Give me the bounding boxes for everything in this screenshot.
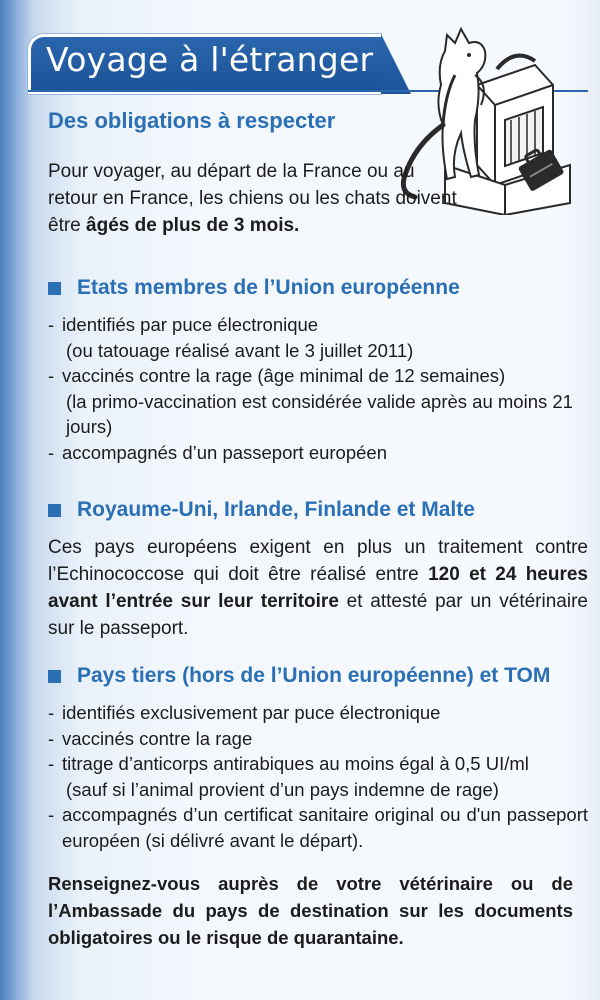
intro-text: Pour voyager, au départ de la France ou au retour en France, les chiens ou les chats doivent être: [48, 161, 457, 236]
list-item: [48, 312, 588, 363]
list-item-main: vaccinés contre la rage (âge minimal de 12 semaines): [62, 365, 506, 386]
list-item-main: identifiés exclusivement par puce électronique: [62, 702, 441, 723]
uk-text-after: et attesté par un vétérinaire sur le passeport.: [48, 591, 588, 639]
uk-text-bold: 120 et 24 heures avant l’entrée sur leur territoire: [48, 564, 589, 612]
list-item-sub: (la primo-vaccination est considérée valide après au moins 21 jours): [66, 390, 573, 437]
list-item: [48, 802, 588, 853]
uk-paragraph: [48, 534, 588, 642]
section-third-heading: [48, 664, 550, 688]
third-countries-list: [48, 700, 588, 853]
section-uk-heading: [48, 498, 475, 522]
section-eu-heading: [48, 276, 460, 300]
list-item-main: accompagnés d’un passeport européen: [62, 441, 388, 463]
square-bullet-icon: [48, 670, 61, 683]
list-item: [48, 440, 588, 466]
list-item: [48, 363, 588, 440]
section-third-heading-label: Pays tiers (hors de l’Union européenne) et TOM: [77, 664, 551, 687]
square-bullet-icon: [48, 504, 61, 517]
list-item-sub: (sauf si l’animal provient d’un pays indemne de rage): [66, 778, 499, 800]
square-bullet-icon: [48, 282, 61, 295]
list-item-main: accompagnés d’un certificat sanitaire original ou d'un passeport européen (si délivré avant le départ).: [62, 804, 588, 851]
section-eu-heading-label: Etats membres de l’Union européenne: [77, 276, 460, 299]
section-uk-heading-label: Royaume-Uni, Irlande, Finlande et Malte: [77, 498, 475, 521]
intro-text-bold: âgés de plus de 3 mois.: [86, 215, 300, 236]
list-item: [48, 700, 588, 726]
footer-advice: Renseignez-vous auprès de votre vétérinaire ou de l’Ambassade du pays de destination sur les documents obligatoires ou le risque de quarantaine.: [48, 873, 573, 948]
list-item: [48, 751, 588, 802]
list-item-main: titrage d’anticorps antirabiques au moins égal à 0,5 UI/ml: [62, 753, 529, 774]
list-item-main: identifiés par puce électronique: [62, 314, 319, 335]
page-title: Voyage à l'étranger: [46, 40, 374, 79]
list-item-main: vaccinés contre la rage: [62, 727, 253, 749]
intro-paragraph: [48, 158, 468, 239]
eu-requirements-list: [48, 312, 588, 465]
obligations-heading: Des obligations à respecter: [48, 108, 336, 133]
list-item: [48, 726, 588, 752]
list-item-sub: (ou tatouage réalisé avant le 3 juillet 2011): [66, 339, 414, 361]
uk-text: Ces pays européens exigent en plus un traitement contre l’Echinococcose qui doit être réalisé entre: [48, 537, 588, 585]
